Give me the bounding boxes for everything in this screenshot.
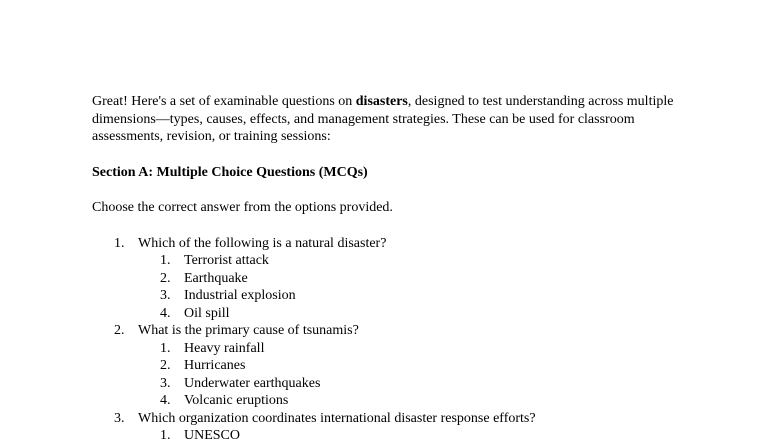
option-item <box>138 375 692 393</box>
section-a-heading: Section A: Multiple Choice Questions (MCQs) <box>92 164 368 180</box>
question-number: 2. <box>114 323 125 338</box>
question-number: 1. <box>114 235 125 251</box>
option-text: UNESCO <box>184 428 241 441</box>
option-text: Hurricanes <box>184 358 246 373</box>
option-item <box>138 270 692 288</box>
intro-text-end: , designed to test understanding across multiple dimensions—types, causes, effects, and management strategies. These can be used for classroom assessments, revision, or training sessions: <box>92 94 674 144</box>
question-item <box>92 322 692 410</box>
question-text: What is the primary cause of tsunamis? <box>138 323 359 338</box>
option-item <box>138 305 692 323</box>
option-number: 2. <box>160 270 171 286</box>
option-item <box>138 287 692 305</box>
intro-bold-topic: disasters <box>355 94 408 109</box>
option-text: Terrorist attack <box>184 253 269 268</box>
option-text: Industrial explosion <box>184 288 296 303</box>
question-text: Which of the following is a natural disaster? <box>138 235 387 251</box>
option-number: 2. <box>160 358 171 373</box>
intro-text-start: Great! Here's a set of examinable questions on <box>92 94 356 109</box>
question-list <box>92 235 692 441</box>
option-text: Oil spill <box>184 305 230 321</box>
option-item <box>138 357 692 375</box>
option-number: 1. <box>160 340 171 356</box>
option-list <box>138 252 692 322</box>
option-number: 4. <box>160 305 171 321</box>
option-text: Volcanic eruptions <box>184 393 289 408</box>
question-number: 3. <box>114 410 125 426</box>
option-list <box>138 340 692 410</box>
option-text: Heavy rainfall <box>184 340 265 356</box>
option-number: 4. <box>160 393 171 408</box>
option-item <box>138 252 692 270</box>
option-text: Earthquake <box>184 270 248 286</box>
option-number: 3. <box>160 288 171 303</box>
instructions-text: Choose the correct answer from the options provided. <box>92 200 393 215</box>
option-item <box>138 340 692 358</box>
option-item <box>138 392 692 410</box>
option-text: Underwater earthquakes <box>184 375 321 391</box>
question-item <box>92 410 692 441</box>
document-body <box>92 93 692 441</box>
option-item <box>138 427 692 441</box>
intro-paragraph <box>92 93 692 146</box>
option-list <box>138 427 692 441</box>
question-text: Which organization coordinates international disaster response efforts? <box>138 410 536 426</box>
option-number: 1. <box>160 428 171 441</box>
question-item <box>92 235 692 323</box>
option-number: 3. <box>160 375 171 391</box>
option-number: 1. <box>160 253 171 268</box>
